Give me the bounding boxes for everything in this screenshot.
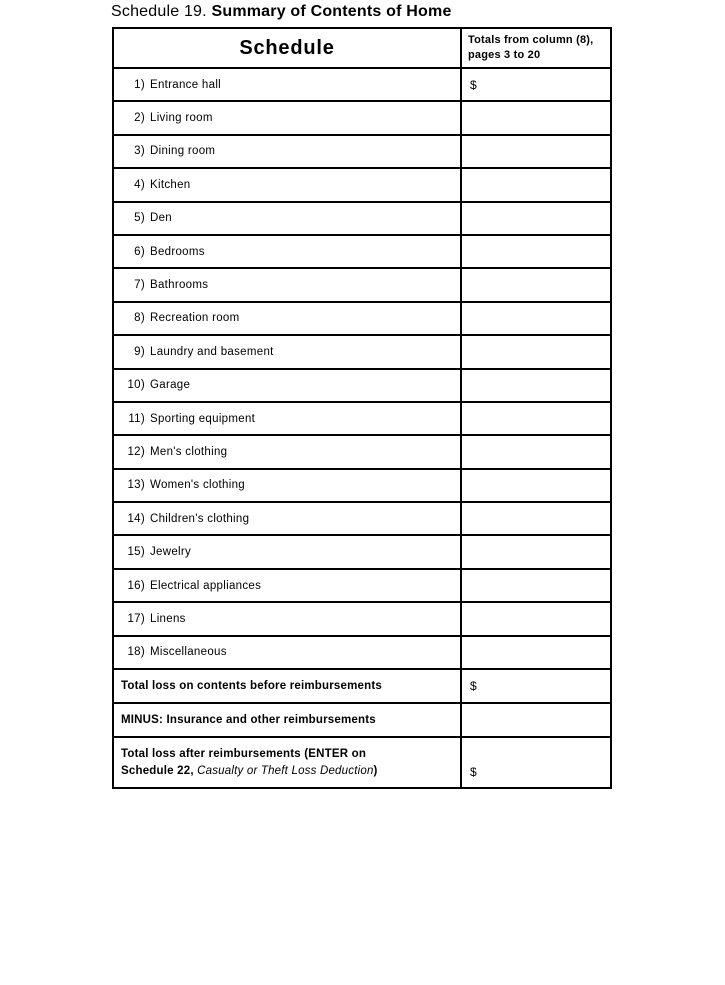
row-number: 7) <box>134 279 145 292</box>
row-value-cell <box>461 535 611 568</box>
row-value-cell <box>461 335 611 368</box>
table-row <box>113 636 611 669</box>
table-row <box>113 302 611 335</box>
row-label: Electrical appliances <box>150 579 262 592</box>
row-label-cell <box>113 369 461 402</box>
row-label-cell <box>113 302 461 335</box>
row-value-cell <box>461 101 611 134</box>
row-value-cell <box>461 168 611 201</box>
table-row <box>113 268 611 301</box>
total-after-value: $ <box>461 737 611 788</box>
total-after-label-line1: Total loss after reimbursements (ENTER on <box>121 748 367 761</box>
row-number: 10) <box>127 379 145 392</box>
row-label: Men's clothing <box>150 445 228 458</box>
table-row <box>113 335 611 368</box>
row-number: 18) <box>127 646 145 659</box>
row-label-cell <box>113 469 461 502</box>
row-label-cell <box>113 235 461 268</box>
row-value-cell <box>461 268 611 301</box>
total-after-label <box>113 737 461 788</box>
row-number: 14) <box>127 512 145 525</box>
row-label-cell <box>113 268 461 301</box>
table-row <box>113 168 611 201</box>
row-label: Jewelry <box>150 546 192 559</box>
row-value-cell: $ <box>461 68 611 101</box>
row-value-cell <box>461 135 611 168</box>
table-row <box>113 402 611 435</box>
row-value-cell <box>461 435 611 468</box>
table-row <box>113 469 611 502</box>
row-label: Sporting equipment <box>150 412 256 425</box>
row-label: Entrance hall <box>150 78 222 91</box>
row-number: 16) <box>127 579 145 592</box>
row-value-cell <box>461 469 611 502</box>
row-number: 4) <box>134 178 145 191</box>
row-label: Den <box>150 212 172 225</box>
total-before-reimbursements-row <box>113 669 611 703</box>
total-after-reimbursements-row <box>113 737 611 788</box>
row-label: Children's clothing <box>150 512 250 525</box>
row-label: Living room <box>150 112 213 125</box>
row-label-cell <box>113 101 461 134</box>
row-value-cell <box>461 302 611 335</box>
total-before-value: $ <box>461 669 611 703</box>
column-header-totals: Totals from column (8), pages 3 to 20 <box>461 28 611 68</box>
row-number: 17) <box>127 612 145 625</box>
row-label: Linens <box>150 612 186 625</box>
row-number: 2) <box>134 112 145 125</box>
row-number: 3) <box>134 145 145 158</box>
column-header-schedule: Schedule <box>113 28 461 68</box>
page-title <box>111 3 452 21</box>
row-label: Miscellaneous <box>150 646 227 659</box>
table-row <box>113 502 611 535</box>
table-row <box>113 569 611 602</box>
row-value-cell <box>461 569 611 602</box>
row-label: Kitchen <box>150 178 191 191</box>
row-label: Bathrooms <box>150 279 209 292</box>
row-number: 15) <box>127 546 145 559</box>
row-label: Recreation room <box>150 312 240 325</box>
row-label-cell <box>113 435 461 468</box>
row-label-cell <box>113 202 461 235</box>
row-number: 9) <box>134 345 145 358</box>
minus-insurance-label: MINUS: Insurance and other reimbursements <box>113 703 461 737</box>
row-value-cell <box>461 369 611 402</box>
row-label-cell <box>113 535 461 568</box>
row-label: Laundry and basement <box>150 345 274 358</box>
table-row <box>113 369 611 402</box>
row-label-cell <box>113 135 461 168</box>
row-value-cell <box>461 202 611 235</box>
row-number: 12) <box>127 445 145 458</box>
row-value-cell <box>461 235 611 268</box>
contents-summary-table <box>112 27 612 789</box>
table-row <box>113 535 611 568</box>
total-after-label-reference: Casualty or Theft Loss Deduction <box>197 764 374 777</box>
row-number: 13) <box>127 479 145 492</box>
row-number: 1) <box>134 78 145 91</box>
row-label: Dining room <box>150 145 216 158</box>
row-label-cell <box>113 569 461 602</box>
row-label-cell <box>113 602 461 635</box>
minus-insurance-value <box>461 703 611 737</box>
row-number: 11) <box>128 412 145 425</box>
row-label: Garage <box>150 379 191 392</box>
total-after-label-close: ) <box>373 764 378 777</box>
row-label-cell <box>113 68 461 101</box>
table-row <box>113 135 611 168</box>
row-value-cell <box>461 502 611 535</box>
row-number: 5) <box>134 212 145 225</box>
minus-insurance-row <box>113 703 611 737</box>
row-label-cell <box>113 502 461 535</box>
row-label-cell <box>113 335 461 368</box>
table-row <box>113 235 611 268</box>
row-label-cell <box>113 402 461 435</box>
page-title-main: Summary of Contents of Home <box>211 3 452 20</box>
schedule-number-label: Schedule 19. <box>111 3 207 20</box>
row-label-cell <box>113 636 461 669</box>
table-row <box>113 602 611 635</box>
row-value-cell <box>461 402 611 435</box>
table-row <box>113 202 611 235</box>
total-after-label-line2: Schedule 22, <box>121 764 198 777</box>
table-row <box>113 68 611 101</box>
row-label-cell <box>113 168 461 201</box>
row-number: 8) <box>134 312 145 325</box>
row-label: Bedrooms <box>150 245 205 258</box>
row-label: Women's clothing <box>150 479 245 492</box>
total-before-label: Total loss on contents before reimbursements <box>113 669 461 703</box>
table-header-row <box>113 28 611 68</box>
row-value-cell <box>461 602 611 635</box>
row-value-cell <box>461 636 611 669</box>
table-row <box>113 435 611 468</box>
table-row <box>113 101 611 134</box>
row-number: 6) <box>134 245 145 258</box>
